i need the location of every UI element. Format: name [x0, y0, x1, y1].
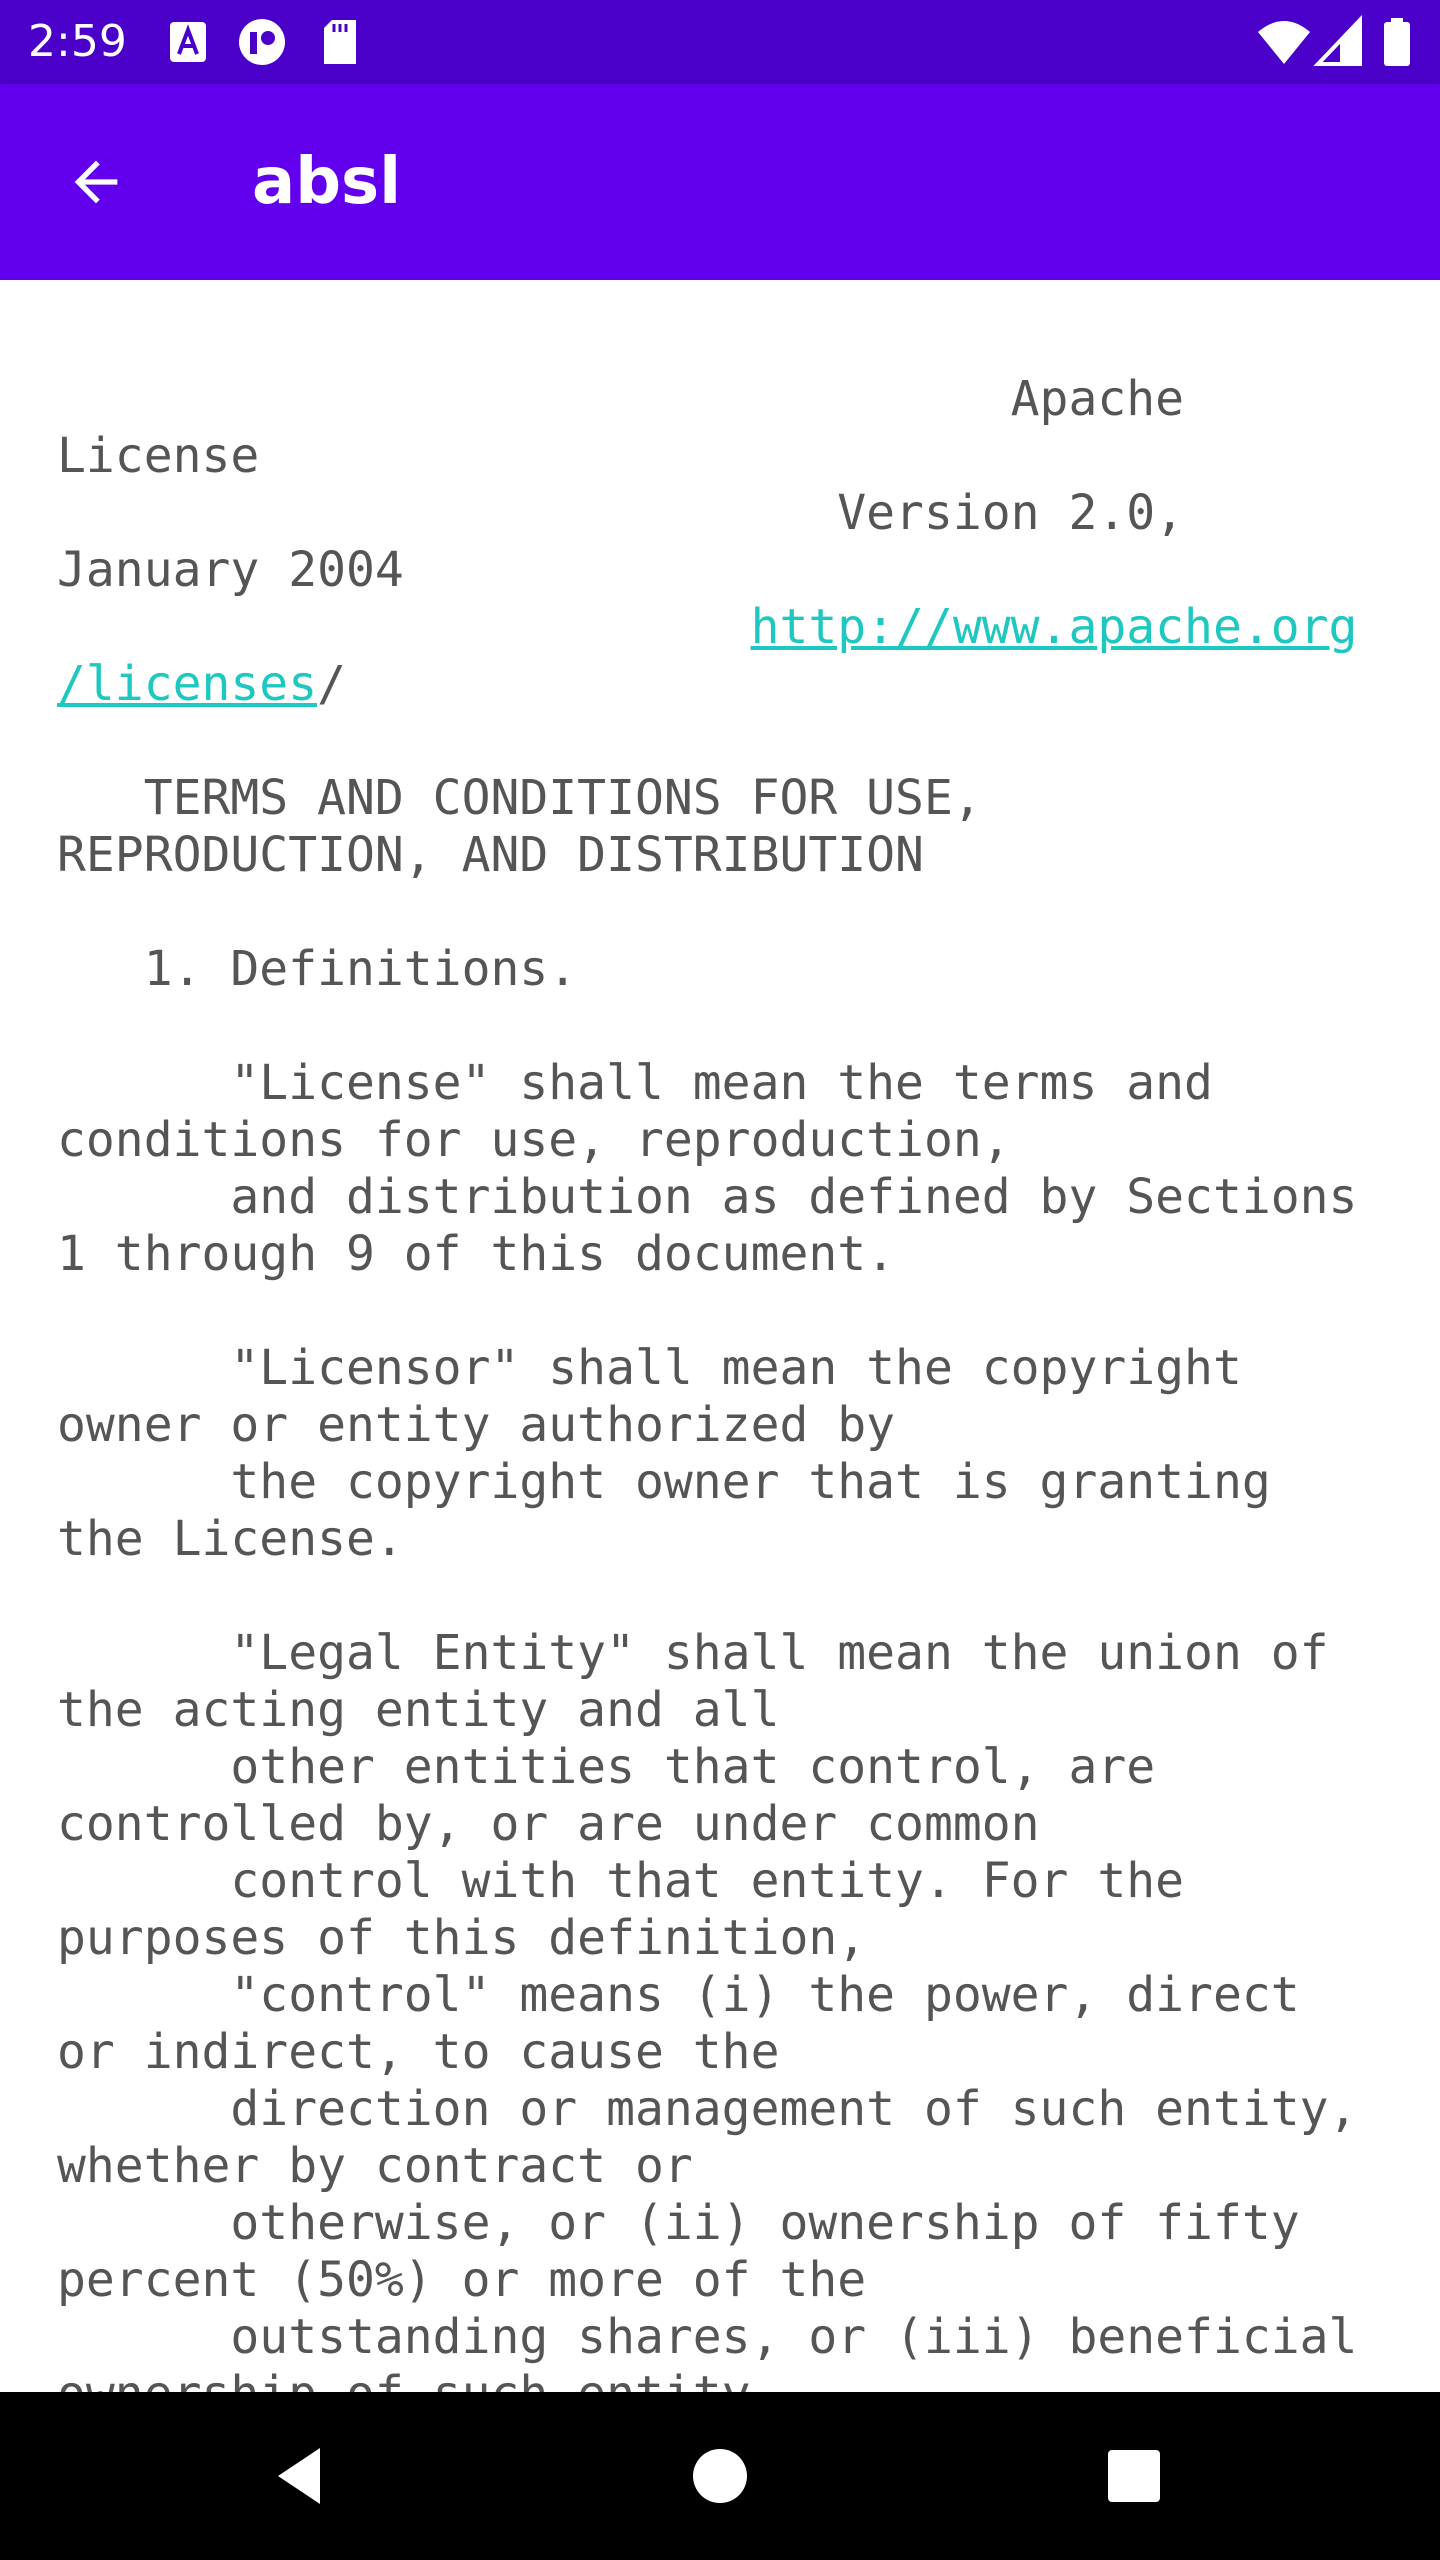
navigation-bar: [0, 2392, 1440, 2560]
cellular-signal-icon: [1316, 18, 1362, 66]
wifi-icon: [1256, 18, 1312, 66]
app-bar: [0, 84, 1440, 280]
license-link-tail: /: [317, 656, 346, 712]
license-line-apache: Apache: [57, 371, 1185, 427]
license-body: TERMS AND CONDITIONS FOR USE, REPRODUCTION, AND DISTRIBUTION 1. Definitions. "License" shall mean the terms and conditions for use, reproduction, and distribution as defined by Sections 1 through 9 of this document. "Licensor" shall mean the copyright owner or entity authorized by the copyright owner that is granting the License. "Legal Entity" shall mean the union of the acting entity and all other entities that control, are controlled by, or are under common control with that entity. For the purposes of this definition, "control" means (i) the power, direct or indirect, to cause the direction or management of such entity, whether by contract or otherwise, or (ii) ownership of fifty percent (50%) or more of the outstanding shares, or (iii) beneficial: [57, 770, 1358, 2365]
home-circle-icon: [688, 2444, 752, 2508]
license-link-indent: [57, 599, 751, 655]
license-scroll-view[interactable]: [0, 280, 1440, 2392]
back-button[interactable]: [48, 134, 144, 230]
arrow-back-icon: [64, 150, 128, 214]
license-line-version: Version 2.0,: [57, 485, 1185, 541]
nav-back-button[interactable]: [256, 2432, 344, 2520]
license-text: [57, 371, 1387, 2423]
status-bar: [0, 0, 1440, 84]
recents-square-icon: [1102, 2444, 1166, 2508]
back-triangle-icon: [268, 2444, 332, 2508]
license-url-link-continued[interactable]: /licenses: [57, 656, 318, 712]
page-title: absl: [252, 145, 402, 219]
status-time: 2:59: [28, 16, 127, 67]
license-line-license: License: [57, 428, 260, 484]
app-icon: [236, 18, 288, 66]
license-url-link[interactable]: http://www.apache.org: [750, 599, 1358, 655]
nav-recents-button[interactable]: [1090, 2432, 1178, 2520]
nav-home-button[interactable]: [676, 2432, 764, 2520]
battery-icon: [1382, 18, 1412, 66]
sd-card-icon: [320, 18, 360, 66]
text-a-icon: [166, 18, 210, 66]
license-line-date: January 2004: [57, 542, 404, 598]
